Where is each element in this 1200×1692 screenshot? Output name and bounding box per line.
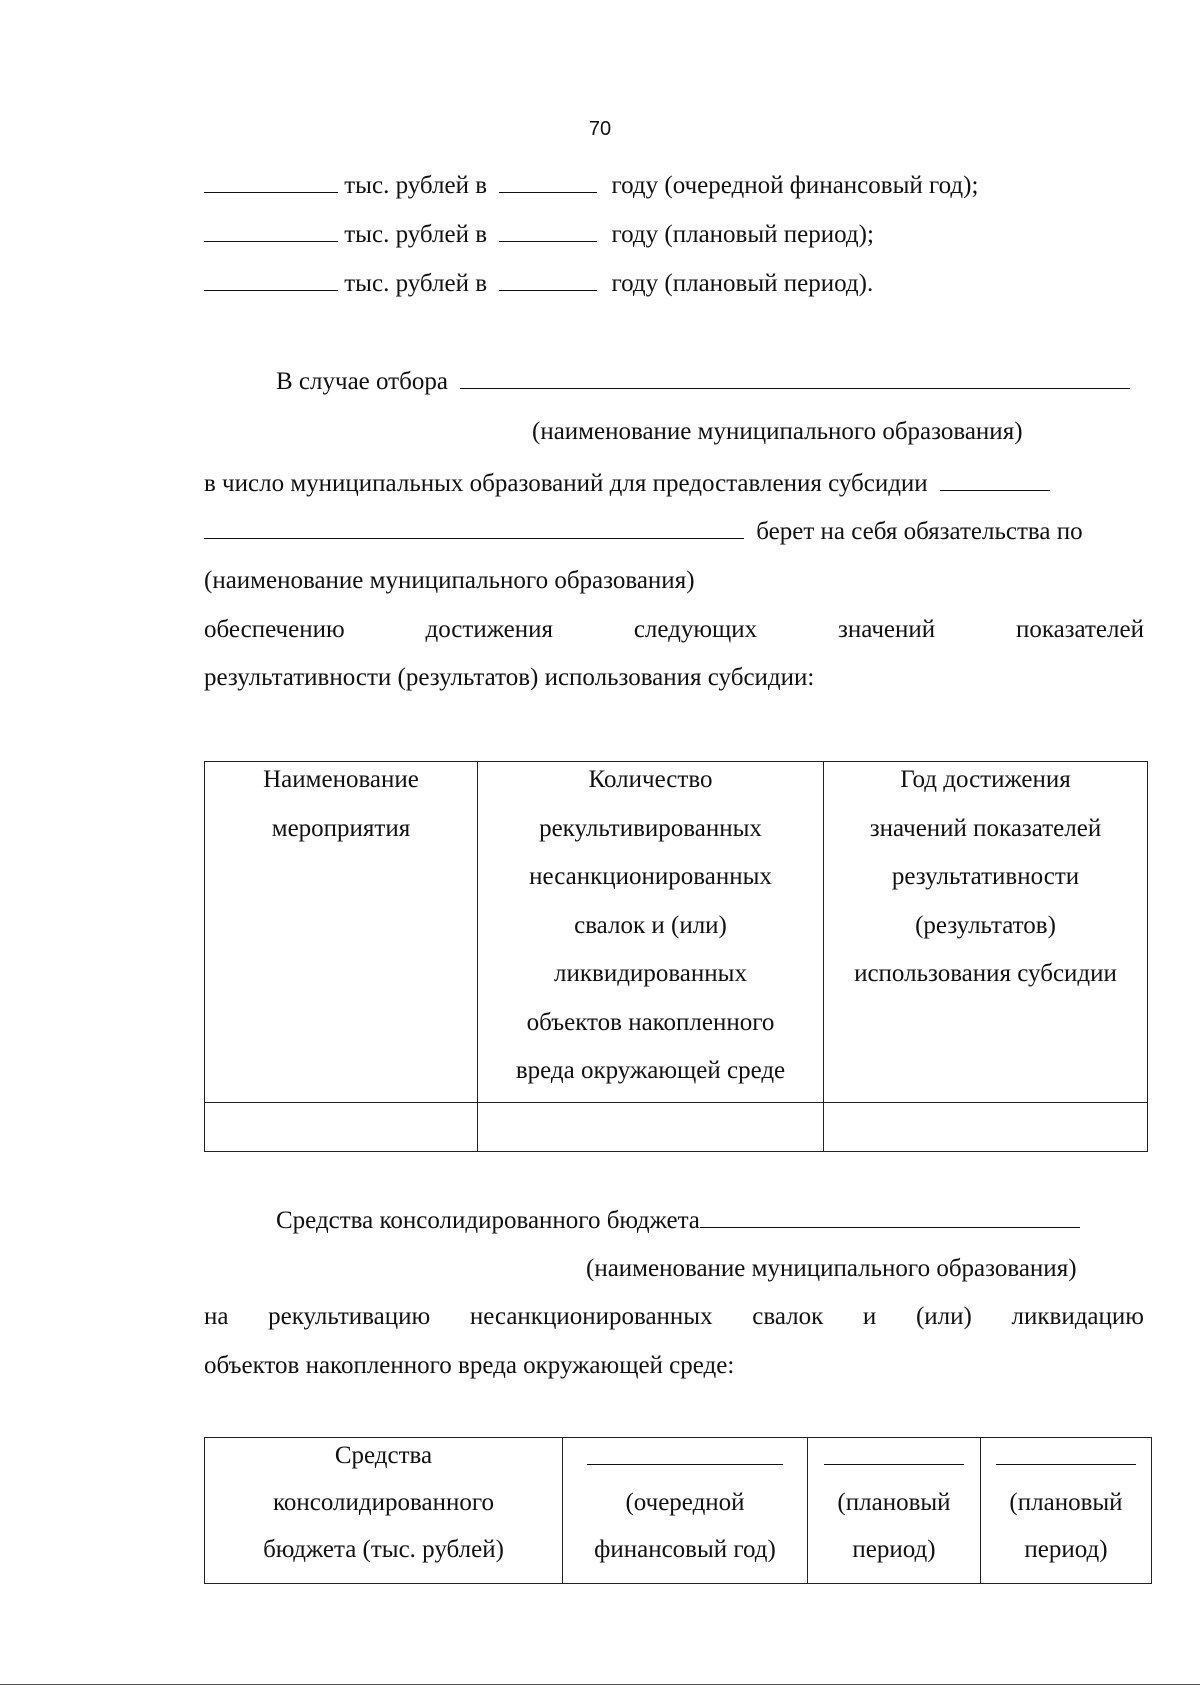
selection-line-2: в число муниципальных образований для предоставления субсидии [204,468,1050,499]
selection-line-3: берет на себя обязательства по [204,516,1083,547]
year-blank [587,1456,783,1465]
budget-line-2 [204,219,874,250]
year-blank [499,268,597,291]
results-table [204,761,1148,1152]
budget-plan-year-1-cell: (плановый период) [808,1438,981,1584]
budget-unit: тыс. рублей в [344,270,488,297]
caption-municipality-3: (наименование муниципального образования) [586,1255,1077,1282]
budget-label-cell: Средства консолидированного бюджета (тыс. рублей) [205,1438,563,1584]
caption-municipality-2: (наименование муниципального образования) [204,567,695,594]
header-achievement-year: Год достижения значений показателей результативности (результатов) использования субсидии [824,762,1148,1103]
empty-cell [205,1103,478,1152]
year-blank [499,219,597,242]
budget-text: году (плановый период); [611,221,874,248]
table-row [205,1103,1148,1152]
selection-line-4: обеспечению достижения следующих значений показателей [204,616,1144,643]
selection-line-5: результативности (результатов) использования субсидии: [204,664,815,691]
budget-text: году (очередной финансовый год); [611,172,979,199]
header-quantity: Количество рекультивированных несанкционированных свалок и (или) ликвидированных объектов накопленного вреда окружающей среде [478,762,824,1103]
amount-blank [204,268,338,291]
budget-text: году (плановый период). [611,270,874,297]
consolidated-line-2: на рекультивацию несанкционированных свалок и (или) ликвидацию [204,1303,1144,1330]
budget-line-3 [204,268,873,299]
amount-blank [204,170,338,193]
header-event-name: Наименование мероприятия [205,762,478,1103]
consolidated-intro: Средства консолидированного бюджета [276,1205,1080,1236]
budget-plan-year-2-cell: (плановый период) [981,1438,1152,1584]
budget-unit: тыс. рублей в [344,172,488,199]
year-blank [996,1456,1136,1465]
scan-bottom-edge [0,1684,1200,1685]
budget-line-1 [204,170,978,201]
municipality-blank [460,366,1130,389]
budget-table [204,1437,1152,1584]
consolidated-line-3: объектов накопленного вреда окружающей среде: [204,1352,735,1379]
selection-intro: В случае отбора [276,366,1130,397]
empty-cell [478,1103,824,1152]
year-blank [499,170,597,193]
budget-unit: тыс. рублей в [344,221,488,248]
table-row [205,1438,1152,1584]
caption-municipality-1: (наименование муниципального образования) [532,418,1023,445]
page-number: 70 [588,118,612,140]
subsidy-blank [940,468,1050,491]
municipality-blank-3 [700,1205,1080,1228]
municipality-blank-2 [204,516,744,539]
amount-blank [204,219,338,242]
table-header-row [205,762,1148,1103]
year-blank [824,1456,964,1465]
empty-cell [824,1103,1148,1152]
budget-next-year-cell: (очередной финансовый год) [563,1438,808,1584]
